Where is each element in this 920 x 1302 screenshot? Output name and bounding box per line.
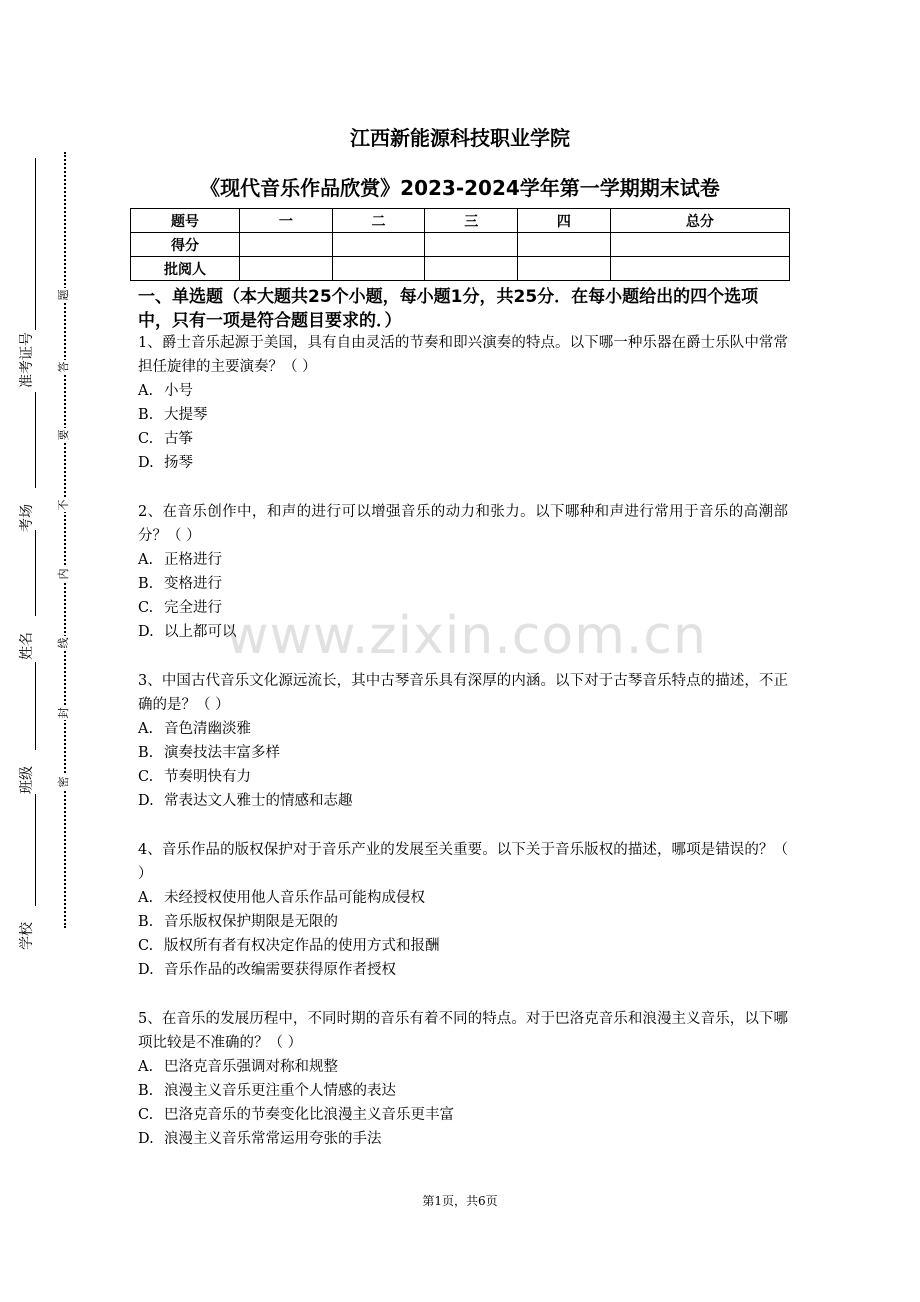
option-letter: C. <box>138 938 154 954</box>
question-stem: 2、在音乐创作中，和声的进行可以增强音乐的动力和张力。以下哪种和声进行常用于音乐的高潮部分？（ ） <box>138 504 788 544</box>
option-letter: C. <box>138 431 154 447</box>
score-table-header-cell: 总分 <box>610 209 789 233</box>
option-text: 完全进行 <box>164 600 222 616</box>
option-letter: A. <box>138 721 154 737</box>
score-table-header-cell: 三 <box>425 209 518 233</box>
option-text: 变格进行 <box>164 576 222 592</box>
question-3 <box>138 669 788 813</box>
option-letter: B. <box>138 407 154 423</box>
question-stem: 5、在音乐的发展历程中，不同时期的音乐有着不同的特点。对于巴洛克音乐和浪漫主义音乐，以下哪项比较是不准确的？（ ） <box>138 1011 788 1051</box>
option-letter: B. <box>138 1083 154 1099</box>
option-c[interactable] <box>138 934 788 958</box>
option-letter: D. <box>138 624 154 640</box>
seal-char: 线 <box>57 637 70 649</box>
option-letter: A. <box>138 890 154 906</box>
option-b[interactable] <box>138 1079 788 1103</box>
option-text: 常表达文人雅士的情感和志趣 <box>164 793 353 809</box>
option-a[interactable] <box>138 379 788 403</box>
score-table-header-row <box>131 209 790 233</box>
score-cell[interactable] <box>518 233 611 257</box>
option-letter: D. <box>138 455 154 471</box>
option-text: 浪漫主义音乐常常运用夸张的手法 <box>164 1131 382 1147</box>
score-cell[interactable] <box>425 257 518 281</box>
question-stem: 4、音乐作品的版权保护对于音乐产业的发展至关重要。以下关于音乐版权的描述，哪项是错误的？（ ） <box>138 842 788 882</box>
option-a[interactable] <box>138 548 788 572</box>
option-text: 巴洛克音乐的节奏变化比浪漫主义音乐更丰富 <box>164 1107 454 1123</box>
option-letter: B. <box>138 914 154 930</box>
option-a[interactable] <box>138 1055 788 1079</box>
seal-char: 封 <box>57 707 70 719</box>
seal-char: 题 <box>57 289 70 301</box>
option-d[interactable] <box>138 789 788 813</box>
option-text: 扬琴 <box>164 455 193 471</box>
score-table-header-cell: 一 <box>240 209 333 233</box>
score-cell[interactable] <box>240 257 333 281</box>
score-cell[interactable] <box>610 233 789 257</box>
option-text: 大提琴 <box>164 407 208 423</box>
option-letter: D. <box>138 793 154 809</box>
section-heading: 一、单选题（本大题共25个小题，每小题1分，共25分．在每小题给出的四个选项中，只有一项是符合题目要求的．） <box>138 287 759 331</box>
side-label: 学校 <box>19 922 35 950</box>
option-text: 音色清幽淡雅 <box>164 721 251 737</box>
option-text: 版权所有者有权决定作品的使用方式和报酬 <box>164 938 440 954</box>
seal-char: 不 <box>57 499 70 511</box>
option-b[interactable] <box>138 741 788 765</box>
side-blank-line <box>35 794 36 906</box>
option-d[interactable] <box>138 958 788 982</box>
option-letter: C. <box>138 1107 154 1123</box>
watermark: www.zixin.com.cn <box>226 606 707 666</box>
option-letter: A. <box>138 1059 154 1075</box>
option-text: 音乐版权保护期限是无限的 <box>164 914 338 930</box>
side-blank-line <box>35 392 36 488</box>
option-text: 演奏技法丰富多样 <box>164 745 280 761</box>
option-letter: C. <box>138 600 154 616</box>
question-5 <box>138 1007 788 1151</box>
score-cell[interactable] <box>425 233 518 257</box>
option-text: 小号 <box>164 383 193 399</box>
option-c[interactable] <box>138 427 788 451</box>
option-c[interactable] <box>138 765 788 789</box>
side-label: 考场 <box>19 504 35 532</box>
seal-char: 要 <box>57 429 70 441</box>
option-text: 巴洛克音乐强调对称和规整 <box>164 1059 338 1075</box>
binding-dotted-line <box>64 152 66 928</box>
score-table-header-cell: 题号 <box>131 209 240 233</box>
option-letter: D. <box>138 962 154 978</box>
exam-title: 《现代音乐作品欣赏》2023-2024学年第一学期期末试卷 <box>200 176 720 200</box>
option-text: 以上都可以 <box>164 624 237 640</box>
question-stem: 1、爵士音乐起源于美国，具有自由灵活的节奏和即兴演奏的特点。以下哪一种乐器在爵士乐队中常常担任旋律的主要演奏？（ ） <box>138 335 788 375</box>
option-a[interactable] <box>138 717 788 741</box>
score-table-header-cell: 四 <box>518 209 611 233</box>
question-stem: 3、中国古代音乐文化源远流长，其中古琴音乐具有深厚的内涵。以下对于古琴音乐特点的描述，不正确的是？（ ） <box>138 673 788 713</box>
score-cell[interactable] <box>332 257 425 281</box>
question-1 <box>138 331 788 475</box>
side-blank-line <box>35 530 36 616</box>
option-b[interactable] <box>138 572 788 596</box>
side-label: 准考证号 <box>19 332 35 388</box>
score-table <box>130 208 790 281</box>
side-label: 班级 <box>19 766 35 794</box>
option-text: 音乐作品的改编需要获得原作者授权 <box>164 962 396 978</box>
option-letter: D. <box>138 1131 154 1147</box>
side-blank-line <box>35 662 36 750</box>
option-letter: B. <box>138 576 154 592</box>
page-footer: 第1页，共6页 <box>422 1194 498 1208</box>
option-letter: B. <box>138 745 154 761</box>
option-letter: A. <box>138 552 154 568</box>
option-b[interactable] <box>138 403 788 427</box>
score-table-row <box>131 257 790 281</box>
score-row-label: 批阅人 <box>131 257 240 281</box>
option-text: 未经授权使用他人音乐作品可能构成侵权 <box>164 890 425 906</box>
option-text: 浪漫主义音乐更注重个人情感的表达 <box>164 1083 396 1099</box>
option-letter: C. <box>138 769 154 785</box>
option-text: 古筝 <box>164 431 193 447</box>
side-label: 姓名 <box>19 632 35 660</box>
seal-char: 答 <box>57 361 70 373</box>
score-cell[interactable] <box>240 233 333 257</box>
option-letter: A. <box>138 383 154 399</box>
seal-char: 内 <box>57 568 70 580</box>
option-a[interactable] <box>138 886 788 910</box>
option-c[interactable] <box>138 1103 788 1127</box>
option-d[interactable] <box>138 1127 788 1151</box>
seal-char: 密 <box>57 776 70 788</box>
school-title: 江西新能源科技职业学院 <box>350 126 570 150</box>
option-b[interactable] <box>138 910 788 934</box>
score-row-label: 得分 <box>131 233 240 257</box>
score-table-header-cell: 二 <box>332 209 425 233</box>
option-text: 正格进行 <box>164 552 222 568</box>
score-cell[interactable] <box>332 233 425 257</box>
score-table-row <box>131 233 790 257</box>
score-cell[interactable] <box>610 257 789 281</box>
question-4 <box>138 838 788 982</box>
score-cell[interactable] <box>518 257 611 281</box>
option-d[interactable] <box>138 451 788 475</box>
option-text: 节奏明快有力 <box>164 769 251 785</box>
